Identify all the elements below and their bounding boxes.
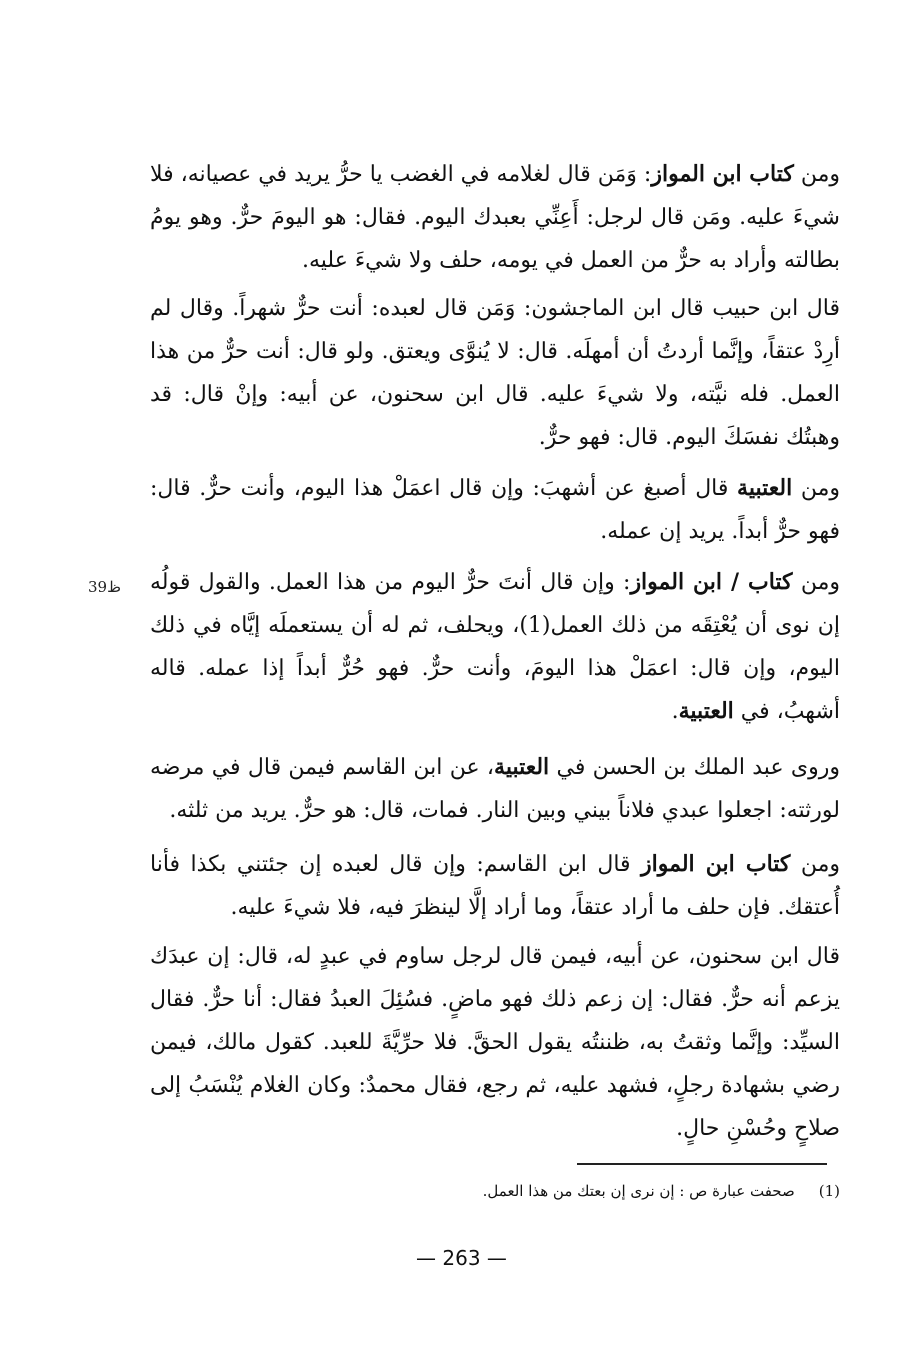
- source-title: كتاب / ابن المواز: [630, 569, 793, 595]
- source-title: العتبية: [678, 698, 734, 724]
- paragraph-tail: .: [671, 699, 679, 724]
- paragraph-lead: ومن: [790, 852, 840, 877]
- source-title: كتاب ابن المواز: [641, 851, 791, 877]
- paragraph-lead: ومن: [792, 476, 840, 501]
- paragraph: [150, 746, 840, 832]
- footnote-text: صحفت عبارة ص : إن نرى إن بعتك من هذا العمل.: [482, 1182, 795, 1200]
- source-title: العتبية: [737, 475, 793, 501]
- paragraph-lead: وروى عبد الملك بن الحسن في: [549, 755, 840, 780]
- source-title: العتبية: [494, 754, 550, 780]
- paragraph: [150, 153, 840, 282]
- paragraph-lead: ومن: [792, 570, 840, 595]
- footnote-number: (1): [818, 1182, 840, 1200]
- paragraph: [150, 561, 840, 733]
- paragraph-text: : وَمَن قال لغلامه في الغضب يا حرُّ يريد في عصيانه، فلا شيءَ عليه. ومَن قال لرجل: أَعِنِّي بعبدك اليوم. فقال: هو اليومَ حرٌّ. وهو يومُ بطالته وأراد به حرٌّ من العمل في يومه، حلف ولا شيءَ عليه.: [150, 162, 840, 273]
- footnote: [300, 1180, 840, 1202]
- paragraph-text: قال ابن سحنون، عن أبيه، فيمن قال لرجل ساوم في عبدٍ له، قال: إن عبدَك يزعم أنه حرٌّ. فقال: إن زعم ذلك فهو ماضٍ. فسُئِلَ العبدُ فقال: أنا حرٌّ. فقال السيِّد: وإنَّما وثقتُ به، ظننتُه يقول الحقَّ. فلا حرِّيَّةَ للعبد. كقول مالك، فيمن رضي بشهادة رجلٍ، فشهد عليه، ثم رجع، فقال محمدٌ: وكان الغلام يُنْسَبُ إلى صلاحٍ وحُسْنِ حالٍ.: [150, 944, 840, 1141]
- paragraph-text: قال ابن حبيب قال ابن الماجشون: وَمَن قال لعبده: أنت حرٌّ شهراً. وقال لم أرِدْ عتقاً، وإنَّما أردتُ أن أمهلَه. قال: لا يُنوَّى ويعتق. ولو قال: أنت حرٌّ من هذا العمل. فله نيَّته، ولا شيءَ عليه. قال ابن سحنون، عن أبيه: وإنْ قال: قد وهبتُك نفسَكَ اليوم. قال: فهو حرٌّ.: [150, 296, 840, 450]
- footnote-divider: [577, 1163, 827, 1165]
- paragraph-lead: ومن: [793, 162, 840, 187]
- source-title: كتاب ابن المواز: [651, 161, 794, 187]
- paragraph: [150, 935, 840, 1150]
- paragraph: [150, 843, 840, 929]
- paragraph: [150, 287, 840, 459]
- margin-note: ظ39: [88, 578, 121, 596]
- paragraph-text: : وإن قال أنتَ حرٌّ اليوم من هذا العمل. والقول قولُه إن نوى أن يُعْتِقَه من ذلك العمل(1)، ويحلف، ثم له أن يستعملَه إيَّاه في ذلك اليوم، وإن قال: اعمَلْ هذا اليومَ، وأنت حرٌّ. فهو حُرٌّ أبداً إذا عمله. قاله أشهبُ، في: [150, 570, 840, 724]
- paragraph-text: قال أصبغ عن أشهبَ: وإن قال اعمَلْ هذا اليوم، وأنت حرٌّ. قال: فهو حرٌّ أبداً. يريد إن عمله.: [150, 476, 840, 544]
- paragraph: [150, 467, 840, 553]
- page-number: — 263 —: [416, 1246, 507, 1270]
- paragraph-text: قال ابن القاسم: وإن قال لعبده إن جئتني بكذا فأنا أُعتقك. فإن حلف ما أراد عتقاً، وما أراد إلَّا لينظرَ فيه، فلا شيءَ عليه.: [150, 852, 840, 920]
- paragraph-text: ، عن ابن القاسم فيمن قال في مرضه لورثته: اجعلوا عبدي فلاناً بيني وبين النار. فمات، قال: هو حرٌّ. يريد من ثلثه.: [150, 755, 840, 823]
